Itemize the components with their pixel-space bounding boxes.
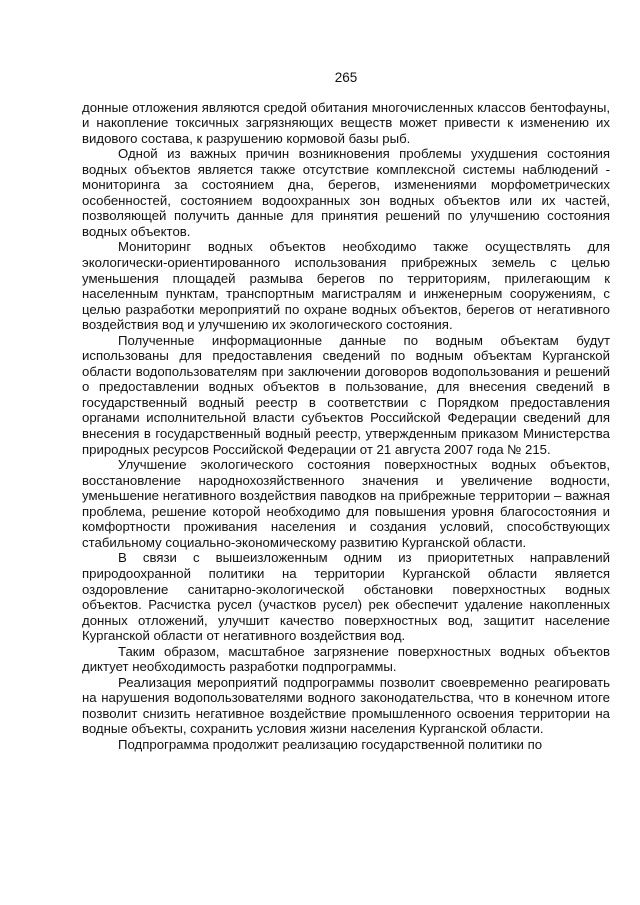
paragraph-3: Мониторинг водных объектов необходимо также осуществлять для экологически-ориентированного использования прибрежных земель с целью уменьшения площадей размыва берегов по территориям, прилегающим к населенным пунктам, транспортным магистралям и инженерным сооружениям, с целью разработки мероприятий по охране водных объектов, берегов от негативного воздействия вод и улучшению их экологического состояния. (82, 239, 610, 333)
document-page (82, 70, 610, 753)
paragraph-5: Улучшение экологического состояния поверхностных водных объектов, восстановление народнохозяйственного значения и увеличение водности, уменьшение негативного воздействия паводков на прибрежные территории – важная проблема, решение которой необходимо для повышения уровня благосостояния и комфортности проживания населения и создания условий, способствующих стабильному социально-экономическому развитию Курганской области. (82, 457, 610, 550)
paragraph-2: Одной из важных причин возникновения проблемы ухудшения состояния водных объектов является также отсутствие комплексной системы наблюдений - мониторинга за состоянием дна, берегов, изменениями морфометрических особенностей, состоянием водоохранных зон водных объектов или их частей, позволяющей получить данные для принятия решений по улучшению состояния водных объектов. (82, 146, 610, 239)
paragraph-4: Полученные информационные данные по водным объектам будут использованы для предоставления сведений по водным объектам Курганской области водопользователям при заключении договоров водопользования и решений о предоставлении водных объектов в пользование, для внесения сведений в государственный водный реестр в соответствии с Порядком предоставления органами исполнительной власти субъектов Российской Федерации сведений для внесения в государственный водный реестр, утвержденным приказом Министерства природных ресурсов Российской Федерации от 21 августа 2007 года № 215. (82, 332, 610, 457)
paragraph-7: Таким образом, масштабное загрязнение поверхностных водных объектов диктует необходимость разработки подпрограммы. (82, 643, 610, 675)
paragraph-9: Подпрограмма продолжит реализацию государственной политики по (118, 736, 543, 752)
page-number: 265 (334, 70, 358, 85)
paragraph-6: В связи с вышеизложенным одним из приоритетных направлений природоохранной политики на территории Курганской области является оздоровление санитарно-экологической обстановки поверхностных водных объектов. Расчистка русел (участков русел) рек обеспечит удаление накопленных донных отложений, улучшит качество поверхностных вод, защитит население Курганской области от негативного воздействия вод. (82, 550, 610, 644)
paragraph-1: донные отложения являются средой обитания многочисленных классов бентофауны, и накопление токсичных загрязняющих веществ может привести к изменению их видового состава, к разрушению кормовой базы рыб. (82, 99, 610, 146)
paragraph-8: Реализация мероприятий подпрограммы позволит своевременно реагировать на нарушения водопользователями водного законодательства, что в конечном итоге позволит снизить негативное воздействие промышленного освоения территории на водные объекты, сохранить условия жизни населения Курганской области. (82, 674, 610, 737)
